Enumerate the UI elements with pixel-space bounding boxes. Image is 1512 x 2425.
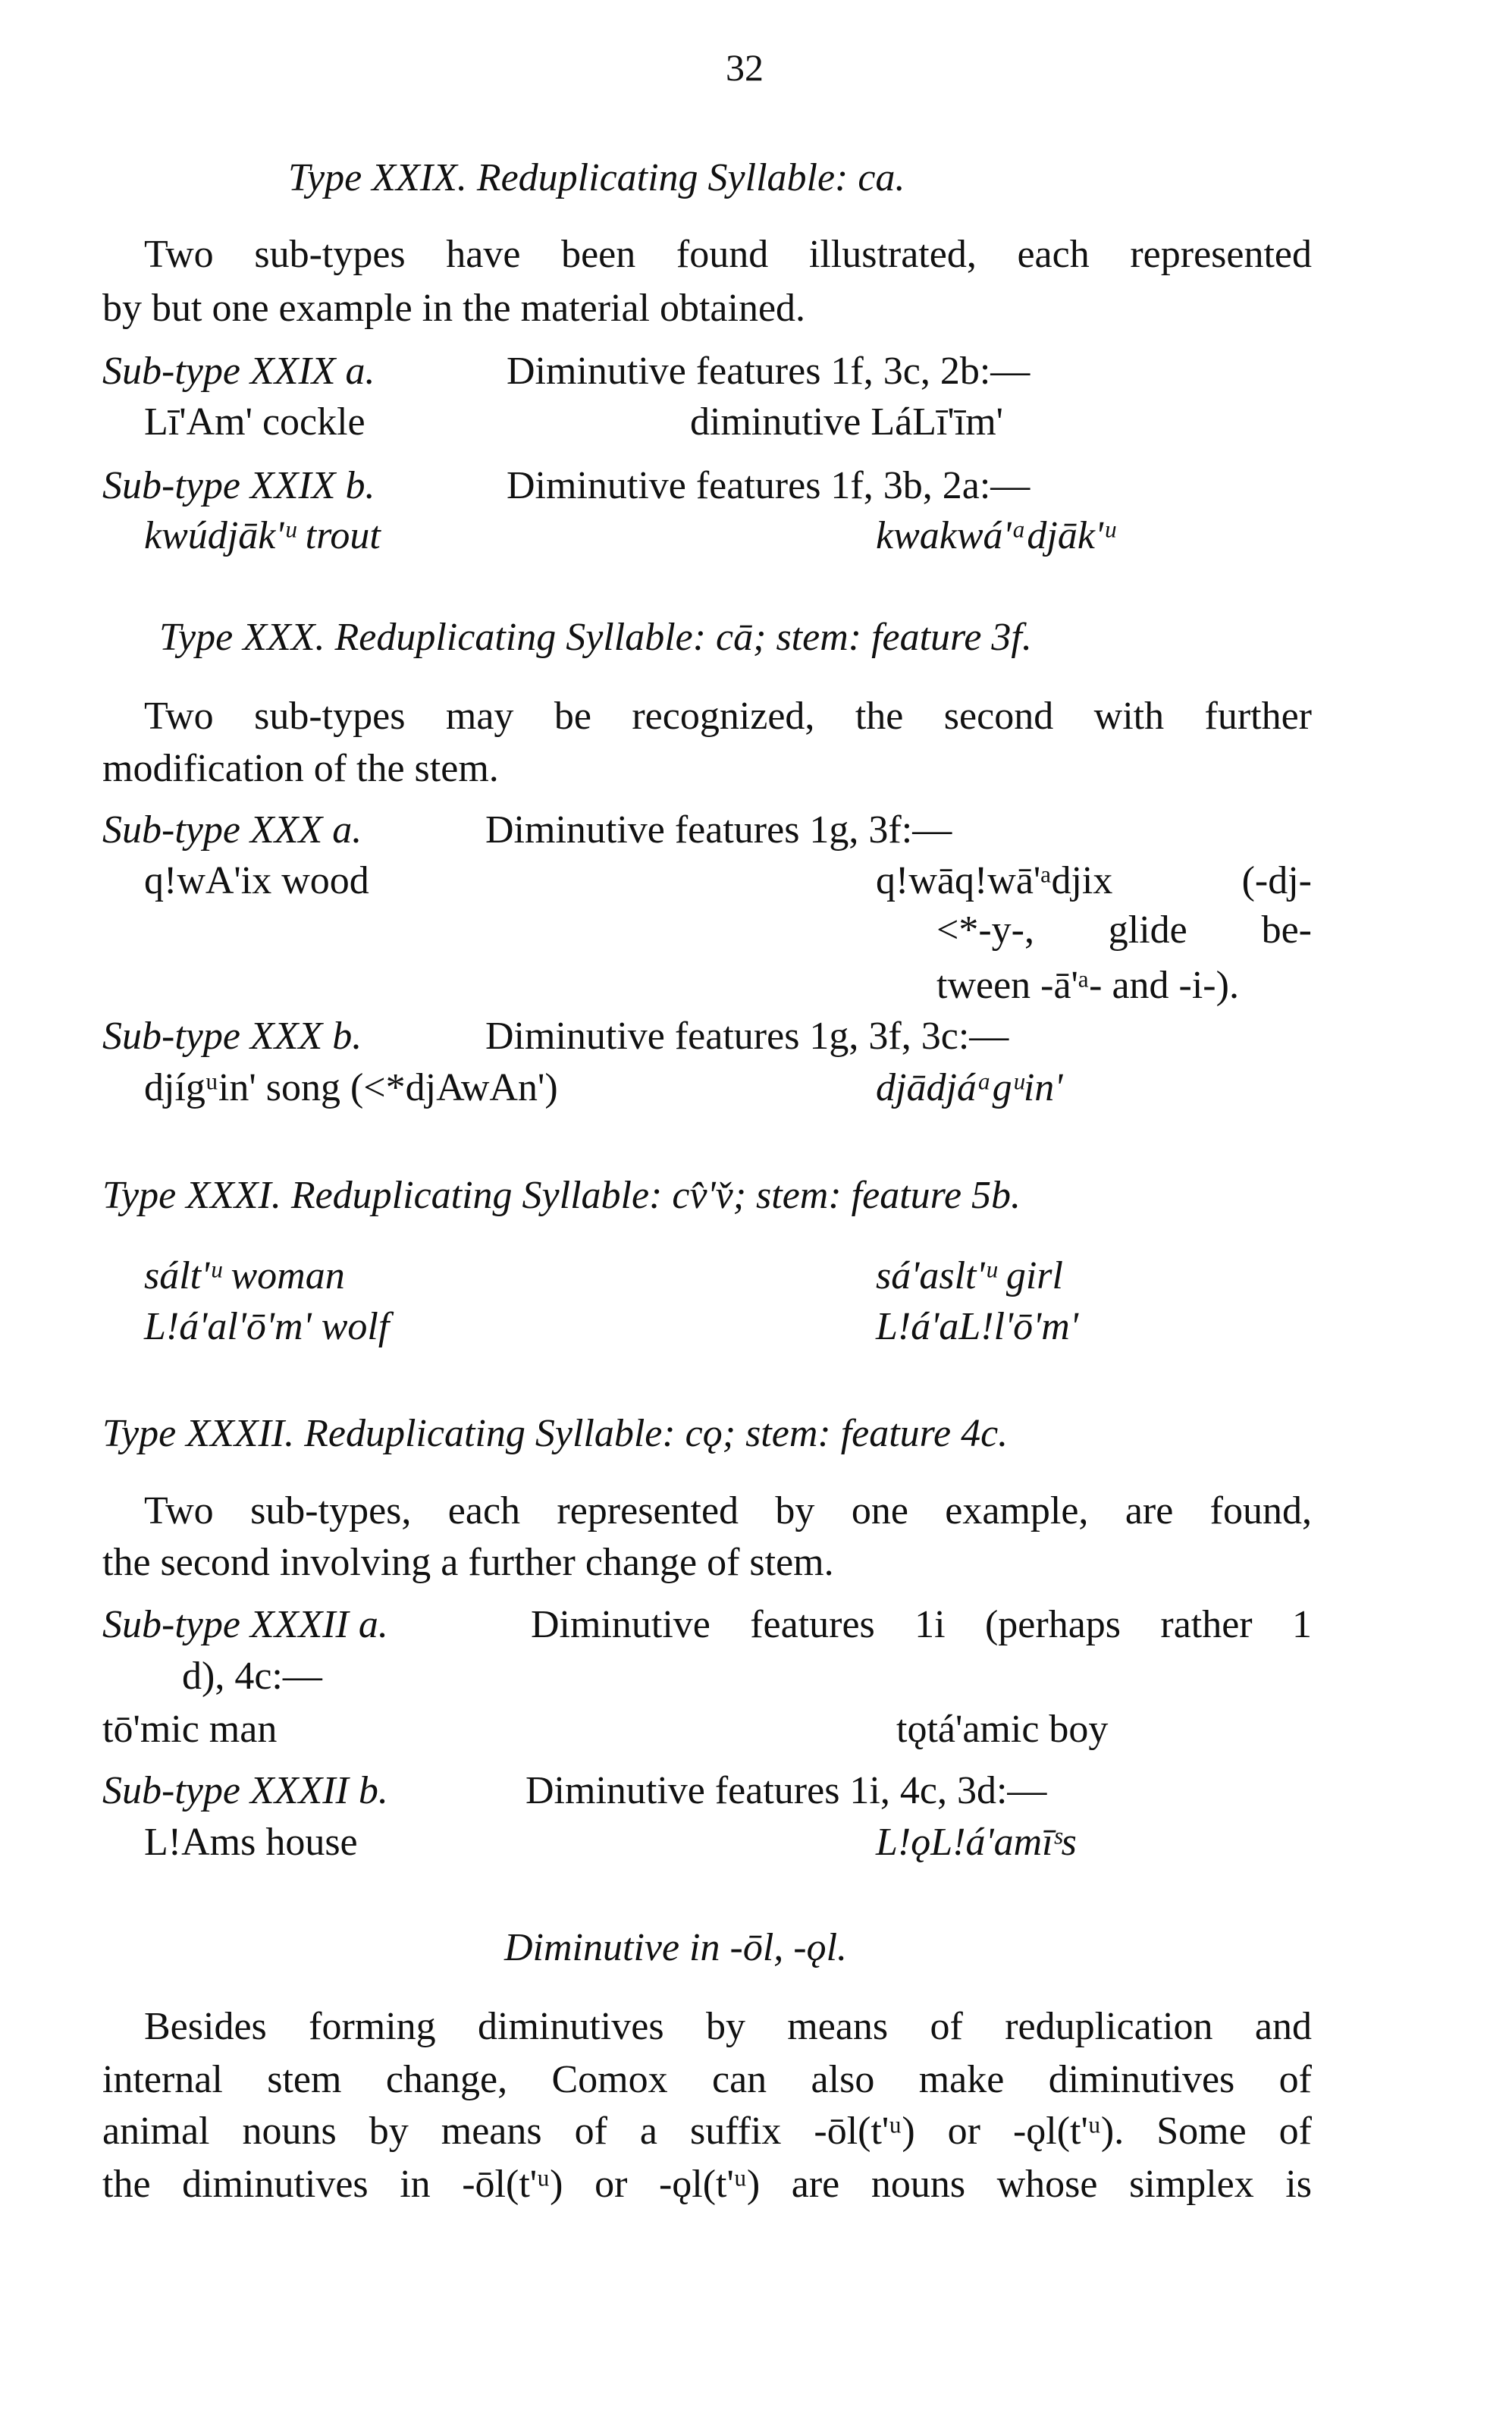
section-heading-diminutive-ol: Diminutive in -ōl, -ǫl. xyxy=(504,1926,848,1969)
example-diminutive: diminutive LáLī'īm' xyxy=(690,400,1004,444)
example-note: tween -ā'ᵃ- and -i-). xyxy=(936,964,1239,1007)
example-diminutive: L!á'aL!l'ō'm' xyxy=(876,1305,1078,1348)
paragraph-line: Two sub-types have been found illustrated, each represented xyxy=(144,233,1312,276)
subtype-features: Diminutive features 1f, 3c, 2b:— xyxy=(507,350,1030,393)
subtype-label: Sub-type XXXII b. xyxy=(102,1769,388,1812)
example-word: djígᵘin' song (<*djAwAn') xyxy=(144,1066,558,1109)
example-word: Lī'Am' cockle xyxy=(144,400,365,444)
section-heading-type-xxxi: Type XXXI. Reduplicating Syllable: cv̂'v̌; stem: feature 5b. xyxy=(102,1174,1021,1217)
subtype-features: Diminutive features 1g, 3f, 3c:— xyxy=(485,1015,1009,1058)
example-word: q!wA'ix wood xyxy=(144,859,369,902)
paragraph-line: internal stem change, Comox can also make diminutives of xyxy=(102,2058,1312,2101)
subtype-label: Sub-type XXX a. xyxy=(102,808,362,852)
example-word: L!á'al'ō'm' wolf xyxy=(144,1305,390,1348)
paragraph-line: the diminutives in -ōl(t'ᵘ) or -ǫl(t'ᵘ) are nouns whose simplex is xyxy=(102,2163,1312,2206)
subtype-label: Sub-type XXIX a. xyxy=(102,350,375,393)
example-diminutive: sá'aslt'ᵘ girl xyxy=(876,1254,1063,1297)
paragraph-line: Two sub-types may be recognized, the second with further xyxy=(144,695,1312,738)
section-heading-type-xxix: Type XXIX. Reduplicating Syllable: ca. xyxy=(288,156,905,199)
subtype-label: Sub-type XXX b. xyxy=(102,1015,362,1058)
page-number: 32 xyxy=(726,46,764,89)
subtype-features: Diminutive features 1f, 3b, 2a:— xyxy=(507,464,1030,507)
paragraph-line: Two sub-types, each represented by one example, are found, xyxy=(144,1489,1312,1532)
example-word: L!Ams house xyxy=(144,1821,358,1864)
example-diminutive: q!wāq!wā'ᵃdjix (-dj- xyxy=(876,859,1312,902)
example-word: tō'mic man xyxy=(102,1708,278,1751)
example-diminutive: kwakwá'ᵃdjāk'ᵘ xyxy=(876,514,1115,557)
example-word: kwúdjāk'ᵘ trout xyxy=(144,514,381,557)
subtype-features: Diminutive features 1g, 3f:— xyxy=(485,808,952,852)
paragraph-line: animal nouns by means of a suffix -ōl(t'ᵘ) or -ǫl(t'ᵘ). Some of xyxy=(102,2110,1312,2153)
subtype-label: Sub-type XXXII a. xyxy=(102,1603,388,1646)
example-note: <*-y-, glide be- xyxy=(936,908,1312,952)
subtype-features: Diminutive features 1i, 4c, 3d:— xyxy=(525,1769,1047,1812)
example-diminutive: L!ǫL!á'amīˢs xyxy=(876,1821,1077,1864)
subtype-label: Sub-type XXIX b. xyxy=(102,464,375,507)
section-heading-type-xxx: Type XXX. Reduplicating Syllable: cā; stem: feature 3f. xyxy=(159,616,1032,659)
example-diminutive: djādjáᵃgᵘin' xyxy=(876,1066,1063,1109)
paragraph-line: the second involving a further change of stem. xyxy=(102,1541,834,1584)
paragraph-line: by but one example in the material obtained. xyxy=(102,287,806,330)
subtype-features: d), 4c:— xyxy=(182,1655,322,1698)
section-heading-type-xxxii: Type XXXII. Reduplicating Syllable: cǫ; stem: feature 4c. xyxy=(102,1412,1009,1455)
paragraph-line: Besides forming diminutives by means of reduplication and xyxy=(144,2005,1312,2048)
paragraph-line: modification of the stem. xyxy=(102,747,499,790)
example-word: sált'ᵘ woman xyxy=(144,1254,345,1297)
subtype-features: Diminutive features 1i (perhaps rather 1 xyxy=(531,1603,1312,1646)
example-diminutive: tǫtá'amic boy xyxy=(896,1708,1109,1751)
